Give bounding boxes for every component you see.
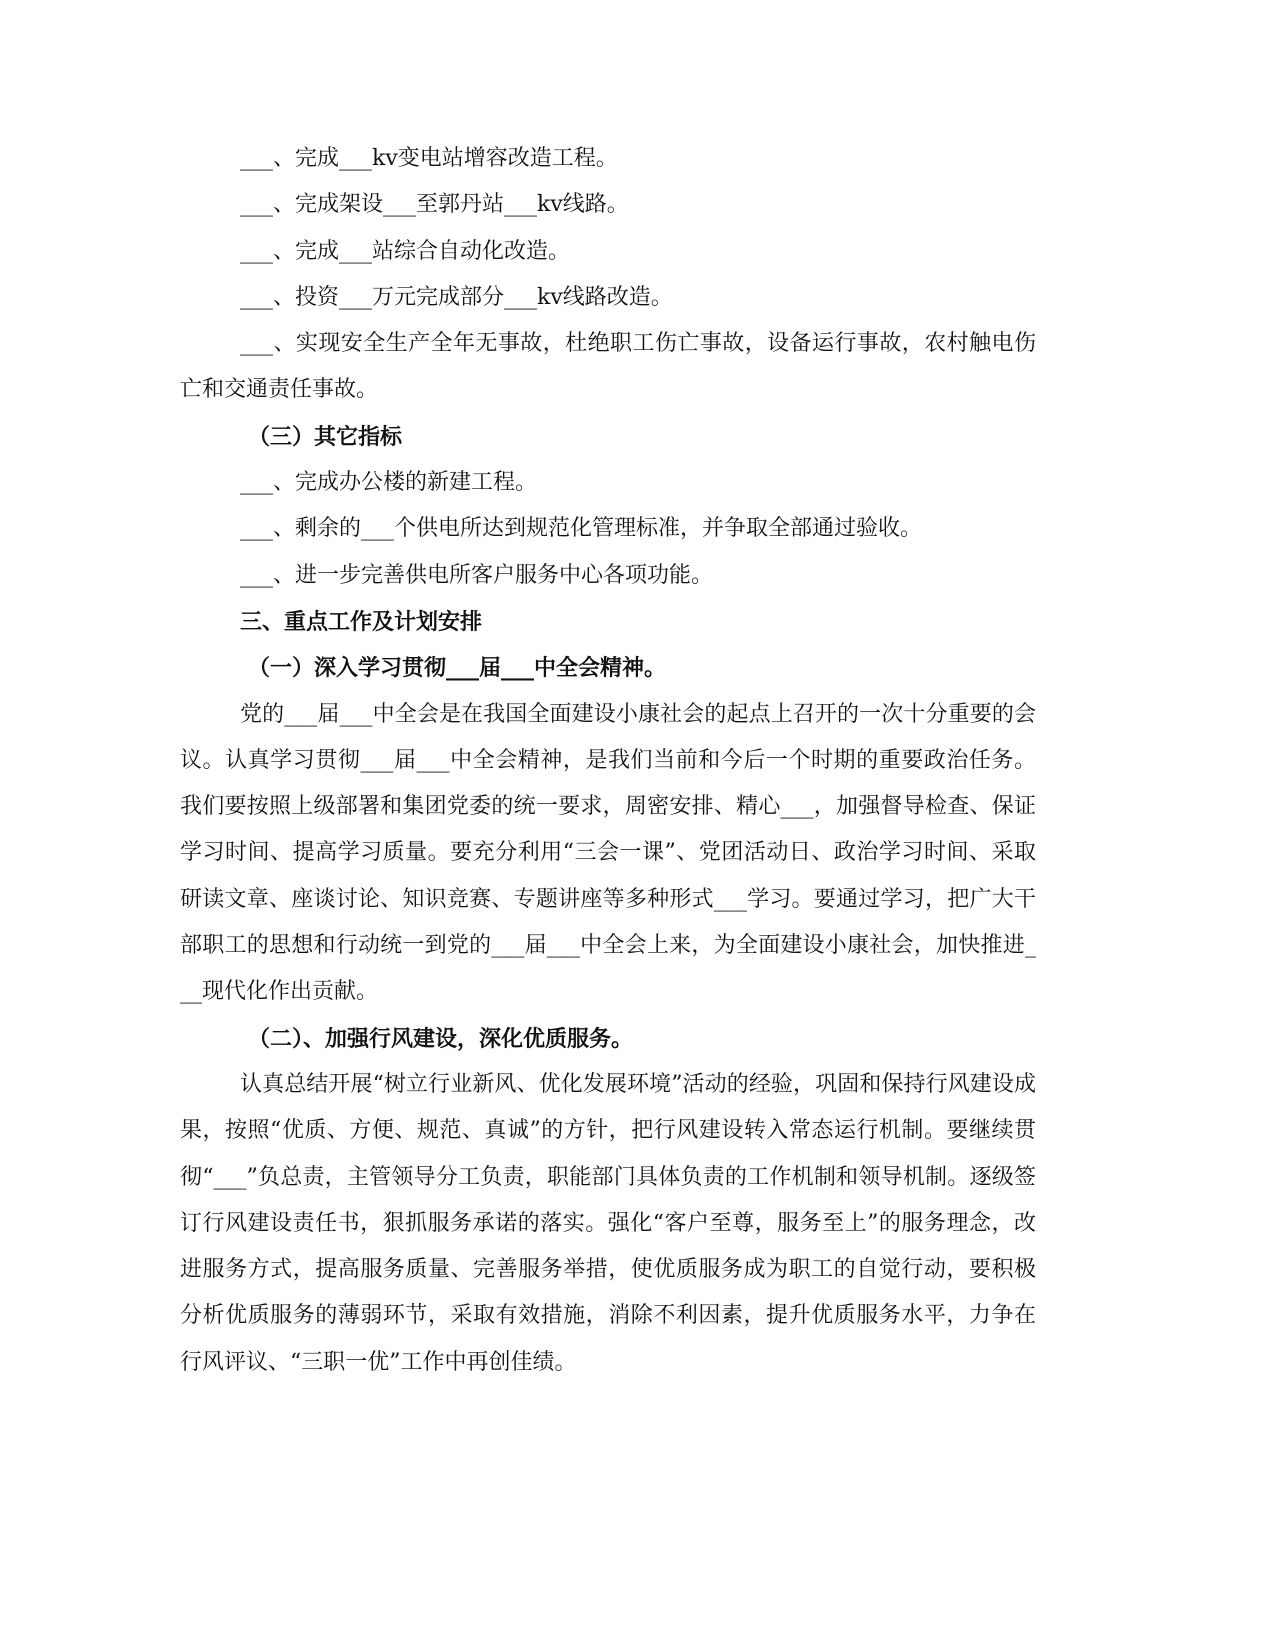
item-substation-upgrade: ___、完成___kv变电站增容改造工程。 (240, 146, 618, 171)
item-station-automation: ___、完成___站综合自动化改造。 (240, 238, 571, 264)
item-safety-target: ___、实现安全生产全年无事故，杜绝职工伤亡事故，设备运行事故，农村触电伤亡和交通责任事故。 (180, 331, 1036, 403)
item-office-building: ___、完成办公楼的新建工程。 (240, 470, 538, 496)
subheading-study-plenary: （一）深入学习贯彻___届___中全会精神。 (248, 655, 667, 682)
subheading-service-quality: （二）、加强行风建设，深化优质服务。 (248, 1025, 634, 1052)
document-page (180, 136, 1036, 1386)
item-line-investment: ___、投资___万元完成部分___kv线路改造。 (240, 284, 673, 310)
item-line-construction: ___、完成架设___至郭丹站___kv线路。 (240, 192, 629, 218)
item-supply-station-standards: ___、剩余的___个供电所达到规范化管理标准，并争取全部通过验收。 (240, 516, 923, 542)
paragraph-study-plenary: 党的___届___中全会是在我国全面建设小康社会的起点上召开的一次十分重要的会议。认真学习贯彻___届___中全会精神，是我们当前和今后一个时期的重要政治任务。我们要按照上级部署和集团党委的统一要求，周密安排、精心___，加强督导检查、保证学习时间、提高学习质量。要充分利用“三会一课”、党团活动日、政治学习时间、采取研读文章、座谈讨论、知识竞赛、专题讲座等多种形式___学习。要通过学习，把广大干部职工的思想和行动统一到党的___届___中全会上来，为全面建设小康社会，加快推进___现代化作出贡献。 (180, 701, 1036, 1005)
item-service-center: ___、进一步完善供电所客户服务中心各项功能。 (240, 562, 714, 588)
paragraph-service-quality: 认真总结开展“树立行业新风、优化发展环境”活动的经验，巩固和保持行风建设成果，按照“优质、方便、规范、真诚”的方针，把行风建设转入常态运行机制。要继续贯彻“___”负总责，主管领导分工负责，职能部门具体负责的工作机制和领导机制。逐级签订行风建设责任书，狠抓服务承诺的落实。强化“客户至尊，服务至上”的服务理念，改进服务方式，提高服务质量、完善服务举措，使优质服务成为职工的自觉行动，要积极分析优质服务的薄弱环节，采取有效措施，消除不利因素，提升优质服务水平，力争在行风评议、“三职一优”工作中再创佳绩。 (180, 1071, 1036, 1375)
heading-other-indicators: （三）其它指标 (248, 423, 403, 450)
section-heading-key-work: 三、重点工作及计划安排 (240, 608, 483, 635)
